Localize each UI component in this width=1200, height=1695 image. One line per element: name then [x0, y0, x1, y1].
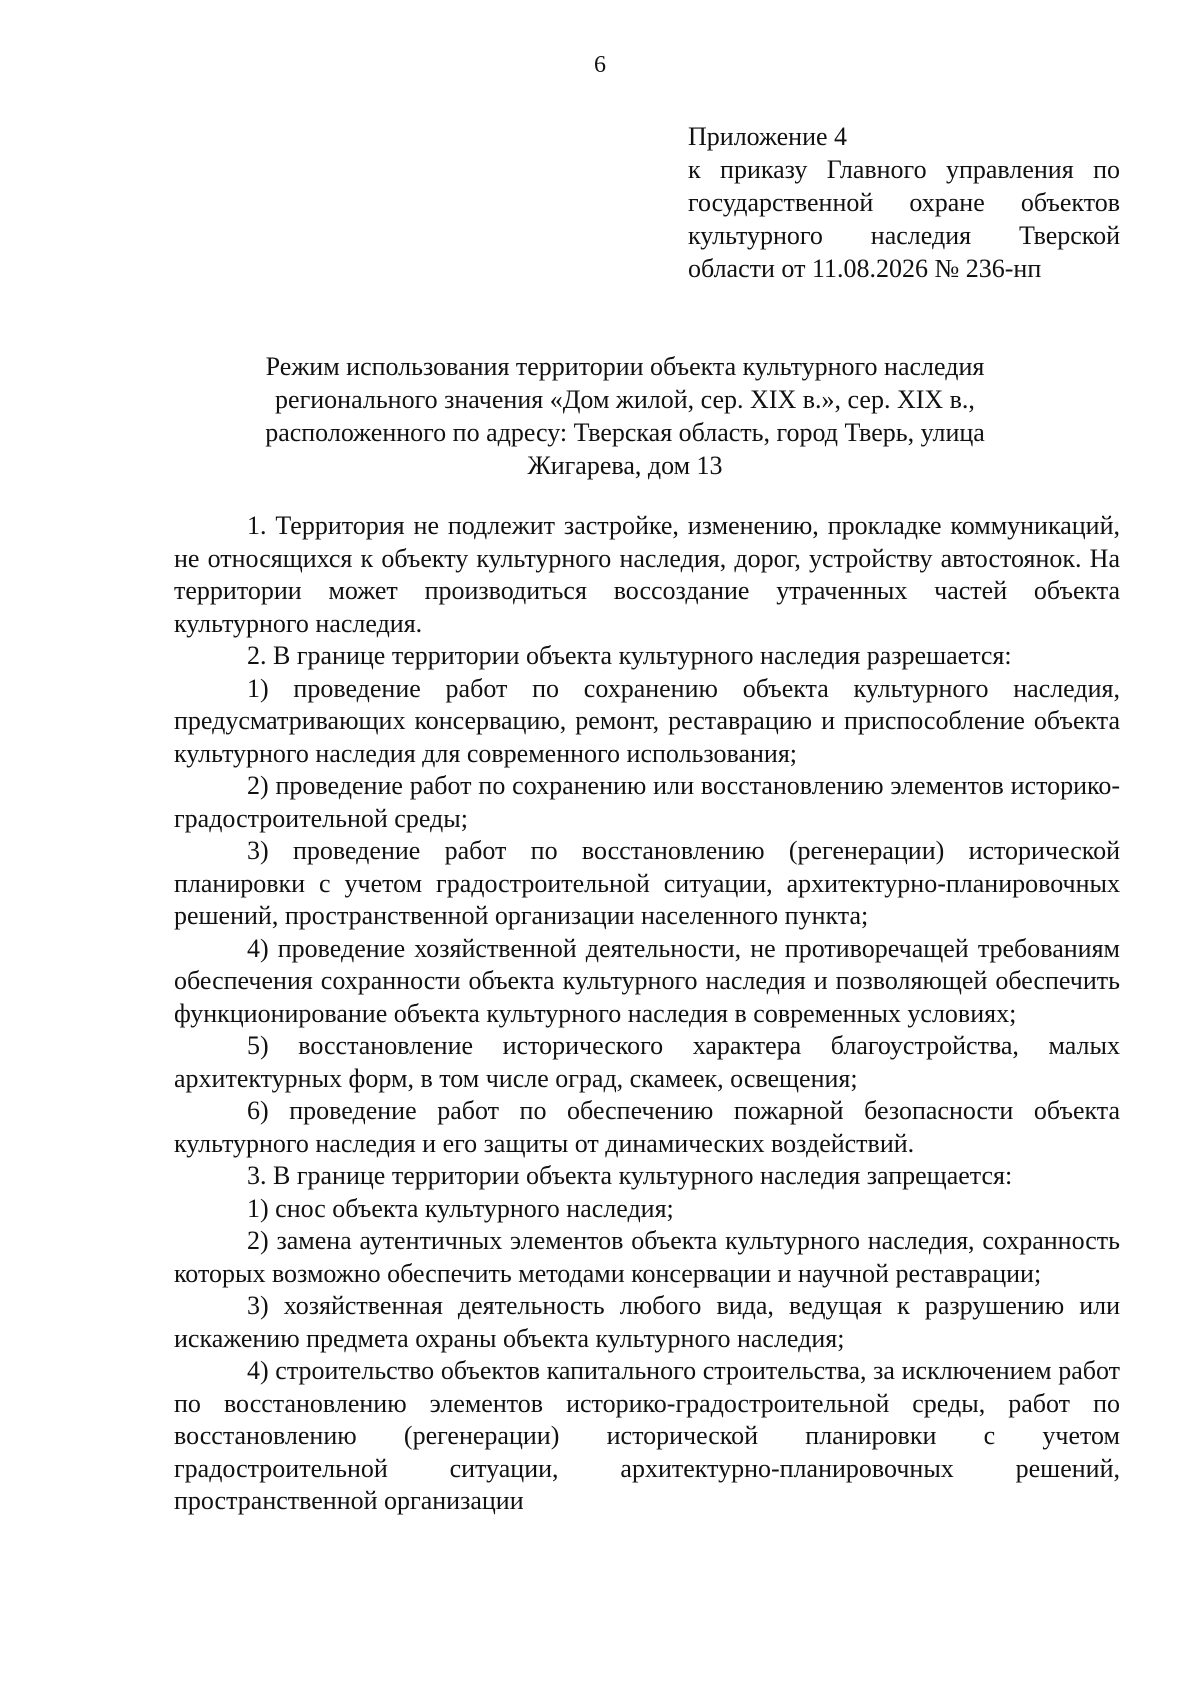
document-body: [174, 510, 1120, 1518]
appendix-line: к приказу Главного управления по: [688, 155, 1120, 184]
paragraph: 2. В границе территории объекта культурного наследия разрешается:: [247, 641, 1012, 670]
appendix-line: культурного наследия Тверской: [688, 221, 1120, 250]
title-line: расположенного по адресу: Тверская область, город Тверь, улица: [265, 418, 985, 447]
paragraph: 3) проведение работ по восстановлению (регенерации) исторической планировки с учетом градостроительной ситуации, архитектурно-планировочных решений, пространственной организации населенного пункта;: [174, 836, 1120, 930]
title-line: регионального значения «Дом жилой, сер. XIX в.», сер. XIX в.,: [275, 385, 975, 414]
page-number: 6: [594, 52, 606, 78]
appendix-line: области от 11.08.2026 № 236-нп: [688, 254, 1042, 283]
paragraph: 4) проведение хозяйственной деятельности, не противоречащей требованиям обеспечения сохранности объекта культурного наследия и позволяющей обеспечить функционирование объекта культурного наследия в современных условиях;: [174, 933, 1120, 1028]
paragraph: 6) проведение работ по обеспечению пожарной безопасности объекта культурного наследия и его защиты от динамических воздействий.: [174, 1096, 1120, 1158]
appendix-reference: [688, 120, 1120, 285]
paragraph: 3) хозяйственная деятельность любого вида, ведущая к разрушению или искажению предмета охраны объекта культурного наследия;: [174, 1291, 1120, 1353]
paragraph: 4) строительство объектов капитального строительства, за исключением работ по восстановлению элементов историко-градостроительной среды, работ по восстановлению (регенерации) исторической планировки с учетом градостроительной ситуации, архитектурно-планировочных решений, пространственной организации: [174, 1356, 1120, 1515]
paragraph: 2) проведение работ по сохранению или восстановлению элементов историко-градостроительной среды;: [174, 771, 1120, 833]
paragraph: 5) восстановление исторического характера благоустройства, малых архитектурных форм, в том числе оград, скамеек, освещения;: [174, 1031, 1120, 1093]
document-title: [175, 350, 1075, 482]
title-line: Режим использования территории объекта культурного наследия: [265, 352, 985, 381]
appendix-line: Приложение 4: [688, 122, 848, 151]
paragraph: 1. Территория не подлежит застройке, изменению, прокладке коммуникаций, не относящихся к объекту культурного наследия, дорог, устройству автостоянок. На территории может производиться воссоздание утраченных частей объекта культурного наследия.: [174, 511, 1120, 638]
appendix-line: государственной охране объектов: [688, 188, 1120, 217]
paragraph: 1) снос объекта культурного наследия;: [247, 1193, 674, 1223]
title-line: Жигарева, дом 13: [527, 451, 723, 480]
paragraph: 1) проведение работ по сохранению объекта культурного наследия, предусматривающих консервацию, ремонт, реставрацию и приспособление объекта культурного наследия для современного использования;: [174, 673, 1120, 768]
paragraph: 3. В границе территории объекта культурного наследия запрещается:: [247, 1161, 1013, 1190]
paragraph: 2) замена аутентичных элементов объекта культурного наследия, сохранность которых возможно обеспечить методами консервации и научной реставрации;: [174, 1226, 1120, 1288]
